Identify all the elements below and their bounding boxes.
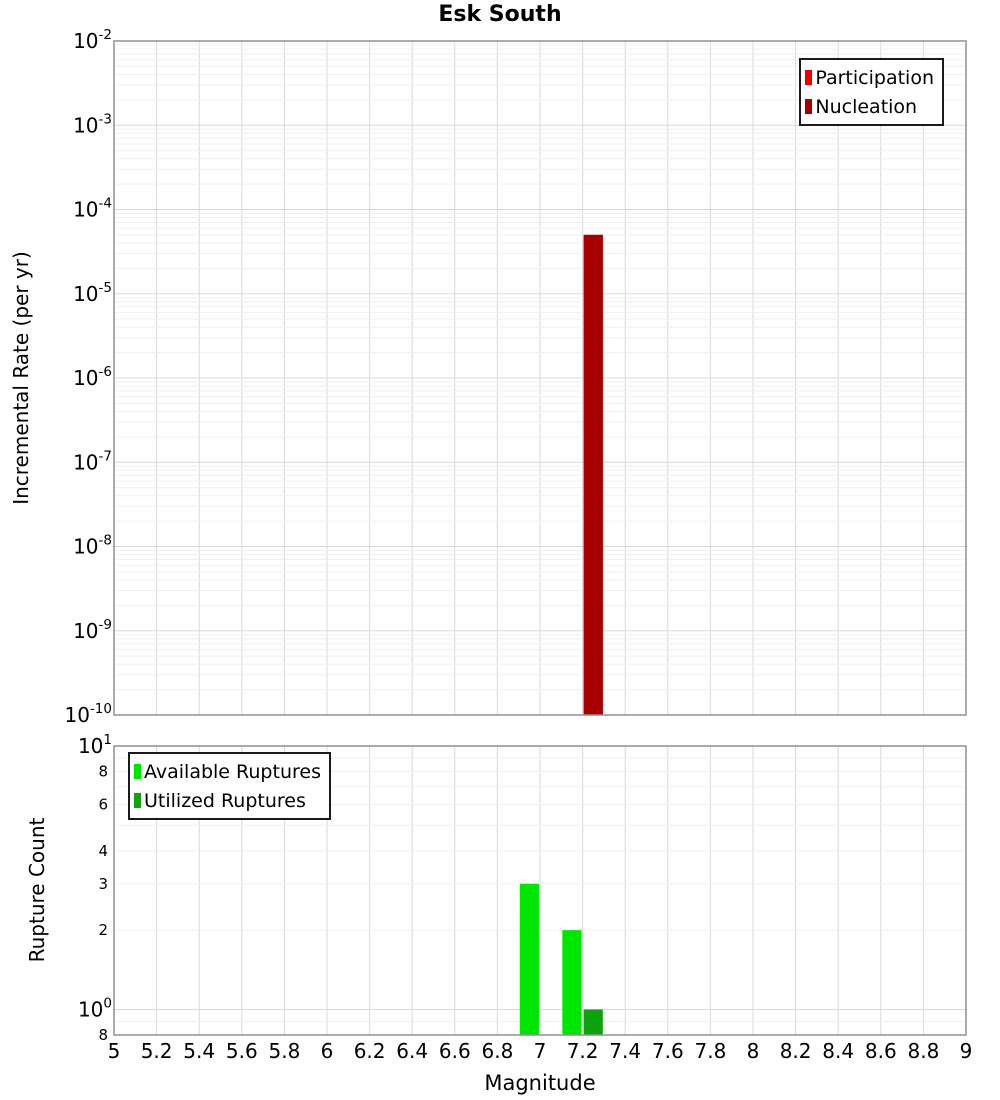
x-tick-label: 8.2	[779, 1039, 812, 1063]
y-tick-label: $10^{-6}$	[73, 364, 112, 390]
legend-item-utilized-ruptures	[134, 786, 321, 815]
x-tick-label: 9	[959, 1039, 973, 1063]
ruptures-legend	[128, 752, 331, 820]
x-tick-label: 5.8	[268, 1039, 301, 1063]
bar-utilized-ruptures	[584, 1009, 603, 1035]
y-tick-label: $10^{-5}$	[73, 279, 112, 306]
legend-item-available-ruptures	[134, 757, 321, 786]
chart-title: Esk South	[438, 2, 562, 27]
x-tick-label: 8.8	[907, 1039, 940, 1063]
y-tick-label: $10^{-3}$	[73, 111, 112, 138]
x-tick-label: 5	[107, 1039, 121, 1063]
y-tick-label: $10^{-7}$	[73, 448, 112, 475]
x-axis-label: Magnitude	[484, 1071, 596, 1095]
bar-available-ruptures	[520, 884, 539, 1035]
legend-label: Utilized Ruptures	[144, 789, 306, 812]
y-minor-tick-label: 2	[98, 921, 108, 940]
y-tick-label: $10^0$	[77, 995, 112, 1022]
x-tick-label: 5.4	[183, 1039, 216, 1063]
x-tick-label: 7.8	[694, 1039, 727, 1063]
y-minor-tick-label: 6	[98, 795, 108, 814]
y-minor-tick-label: 8	[98, 1026, 108, 1044]
x-tick-label: 7	[533, 1039, 547, 1063]
participation-swatch	[805, 70, 812, 85]
rate-legend	[799, 58, 944, 126]
x-tick-label: 7.4	[609, 1039, 642, 1063]
x-tick-label: 6.2	[353, 1039, 386, 1063]
legend-label: Available Ruptures	[144, 760, 321, 783]
y-minor-tick-label: 4	[98, 841, 108, 860]
x-tick-label: 7.2	[566, 1039, 599, 1063]
y-minor-tick-label: 3	[98, 874, 108, 893]
nucleation-swatch	[805, 99, 812, 114]
x-tick-label: 6	[320, 1039, 334, 1063]
legend-item-nucleation	[805, 92, 934, 121]
y-tick-label: $10^1$	[77, 732, 112, 758]
x-tick-label: 8.4	[822, 1039, 855, 1063]
y-tick-label: $10^{-8}$	[73, 532, 112, 559]
y-tick-label: $10^{-4}$	[73, 195, 112, 222]
x-tick-label: 8.6	[864, 1039, 897, 1063]
available-ruptures-swatch	[134, 764, 141, 779]
legend-label: Nucleation	[815, 95, 918, 118]
bottom-y-axis-label: Rupture Count	[25, 817, 49, 963]
x-tick-label: 7.6	[651, 1039, 684, 1063]
x-tick-label: 8	[746, 1039, 760, 1063]
legend-item-participation	[805, 63, 934, 92]
x-tick-label: 6.4	[396, 1039, 429, 1063]
x-tick-label: 6.8	[481, 1039, 514, 1063]
y-tick-label: $10^{-9}$	[73, 616, 112, 643]
utilized-ruptures-swatch	[134, 793, 141, 808]
y-tick-label: $10^{-10}$	[64, 701, 112, 727]
y-tick-label: $10^{-2}$	[73, 27, 112, 53]
top-y-axis-label: Incremental Rate (per yr)	[9, 251, 33, 505]
x-tick-label: 5.2	[140, 1039, 173, 1063]
x-tick-label: 5.6	[225, 1039, 258, 1063]
legend-label: Participation	[815, 66, 934, 89]
y-minor-tick-label: 8	[98, 762, 108, 781]
bar-nucleation	[584, 235, 603, 715]
bar-available-ruptures	[562, 930, 581, 1035]
x-tick-label: 6.6	[438, 1039, 471, 1063]
